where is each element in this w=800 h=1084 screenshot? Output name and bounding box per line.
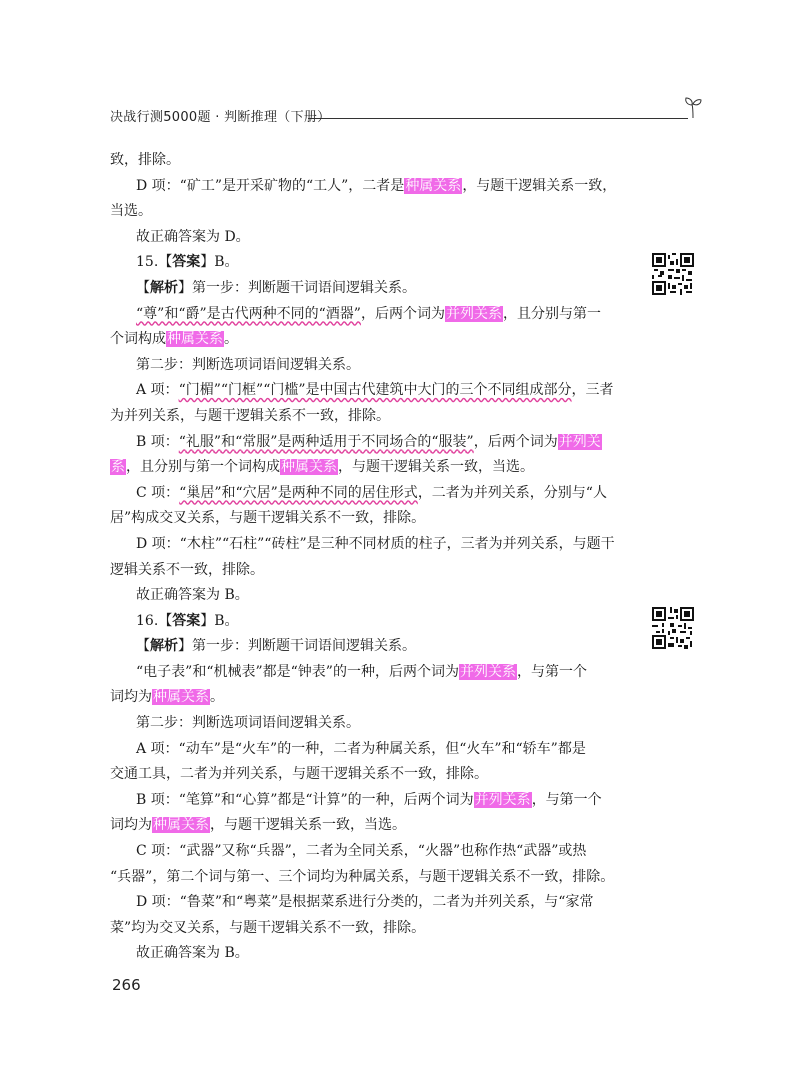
highlight-term: 种属关系: [281, 459, 337, 476]
analysis-heading: 【解析】第一步：判断题干词语间逻辑关系。: [136, 638, 416, 655]
text-line: 居”构成交叉关系，与题干逻辑关系不一致，排除。: [110, 510, 426, 527]
header-rule: [308, 118, 688, 119]
option-b-line: B 项：“礼服”和“常服”是两种适用于不同场合的“服装”，后两个词为并列关: [136, 433, 601, 450]
text-line: 当选。: [110, 203, 152, 220]
text-line: 逻辑关系不一致，排除。: [110, 561, 264, 578]
qr-code-icon[interactable]: [652, 253, 694, 295]
highlight-term: 种属关系: [167, 331, 223, 348]
text-line: 个词构成种属关系。: [110, 331, 238, 348]
wavy-underline-text: “尊”和“爵”是古代两种不同的“酒器”: [136, 305, 361, 322]
text-line: 菜”均为交叉关系，与题干逻辑关系不一致，排除。: [110, 919, 426, 936]
highlight-term: 系: [111, 459, 125, 476]
text-line: 词均为种属关系，与题干逻辑关系一致，当选。: [110, 817, 406, 834]
wavy-underline-text: “礼服”和“常服”是两种适用于不同场合的“服装”: [178, 433, 474, 450]
text-line: 致，排除。: [110, 152, 180, 168]
qr-code-icon[interactable]: [652, 607, 694, 649]
analysis-label: 解析: [150, 279, 178, 296]
text-line: “尊”和“爵”是古代两种不同的“酒器”，后两个词为并列关系，且分别与第一: [136, 305, 601, 322]
text-line: 词均为种属关系。: [110, 689, 224, 706]
wavy-underline-text: “门楣”“门框”“门槛”是中国古代建筑中大门的三个不同组成部分: [178, 382, 572, 399]
option-b-line: B 项：“笔算”和“心算”都是“计算”的一种，后两个词为并列关系，与第一个: [136, 791, 602, 808]
wavy-underline-text: “巢居”和“穴居”是两种不同的居住形式: [179, 484, 418, 501]
analysis-heading: 【解析】第一步：判断题干词语间逻辑关系。: [136, 279, 416, 296]
highlight-term: 并列关: [558, 433, 601, 450]
step-two-line: 第二步：判断选项词语间逻辑关系。: [136, 356, 360, 373]
running-header: [110, 104, 702, 128]
analysis-label: 解析: [150, 638, 178, 655]
answer-label: 答案: [172, 254, 201, 271]
conclusion-line: 故正确答案为 D。: [136, 228, 250, 245]
option-d-line: D 项：“鲁菜”和“粤菜”是根据菜系进行分类的，二者为并列关系，与“家常: [136, 894, 594, 911]
option-a-line: A 项：“门楣”“门框”“门槛”是中国古代建筑中大门的三个不同组成部分，三者: [136, 382, 614, 399]
text-line: 交通工具，二者为并列关系，与题干逻辑关系不一致，排除。: [110, 766, 488, 783]
option-d-line: D 项：“矿工”是开采矿物的“工人”，二者是种属关系，与题干逻辑关系一致，: [136, 177, 617, 194]
conclusion-line: 故正确答案为 B。: [136, 587, 249, 604]
highlight-term: 种属关系: [153, 817, 209, 834]
highlight-term: 种属关系: [405, 177, 462, 194]
option-d-line: D 项：“木柱”“石柱”“砖柱”是三种不同材质的柱子，三者为并列关系，与题干: [136, 535, 615, 552]
highlight-term: 并列关系: [459, 663, 516, 680]
option-c-line: C 项：“巢居”和“穴居”是两种不同的居住形式，二者为并列关系，分别与“人: [136, 484, 607, 501]
highlight-term: 并列关系: [445, 305, 502, 322]
text-line: “电子表”和“机械表”都是“钟表”的一种，后两个词为并列关系，与第一个: [136, 663, 587, 680]
step-two-line: 第二步：判断选项词语间逻辑关系。: [136, 715, 360, 732]
question-15-answer: 15.【答案】B。: [136, 254, 239, 271]
text-line: “兵器”，第二个词与第一、三个词均为种属关系，与题干逻辑关系不一致，排除。: [110, 868, 615, 885]
text-line: 为并列关系，与题干逻辑关系不一致，排除。: [110, 407, 390, 424]
highlight-term: 种属关系: [153, 689, 209, 706]
page-number: 266: [112, 976, 141, 994]
answer-label: 答案: [172, 612, 201, 629]
conclusion-line: 故正确答案为 B。: [136, 945, 249, 962]
option-a-line: A 项：“动车”是“火车”的一种，二者为种属关系，但“火车”和“轿车”都是: [136, 740, 586, 757]
book-title: 决战行测5000题 · 判断推理（下册）: [110, 110, 331, 125]
question-16-answer: 16.【答案】B。: [136, 612, 239, 629]
sprout-icon: [684, 96, 702, 118]
option-c-line: C 项：“武器”又称“兵器”，二者为全同关系，“火器”也称作热“武器”或热: [136, 843, 587, 860]
highlight-term: 并列关系: [474, 791, 531, 808]
text-line: 系，且分别与第一个词构成种属关系，与题干逻辑关系一致，当选。: [111, 459, 534, 476]
answer-explanations: [110, 148, 624, 967]
